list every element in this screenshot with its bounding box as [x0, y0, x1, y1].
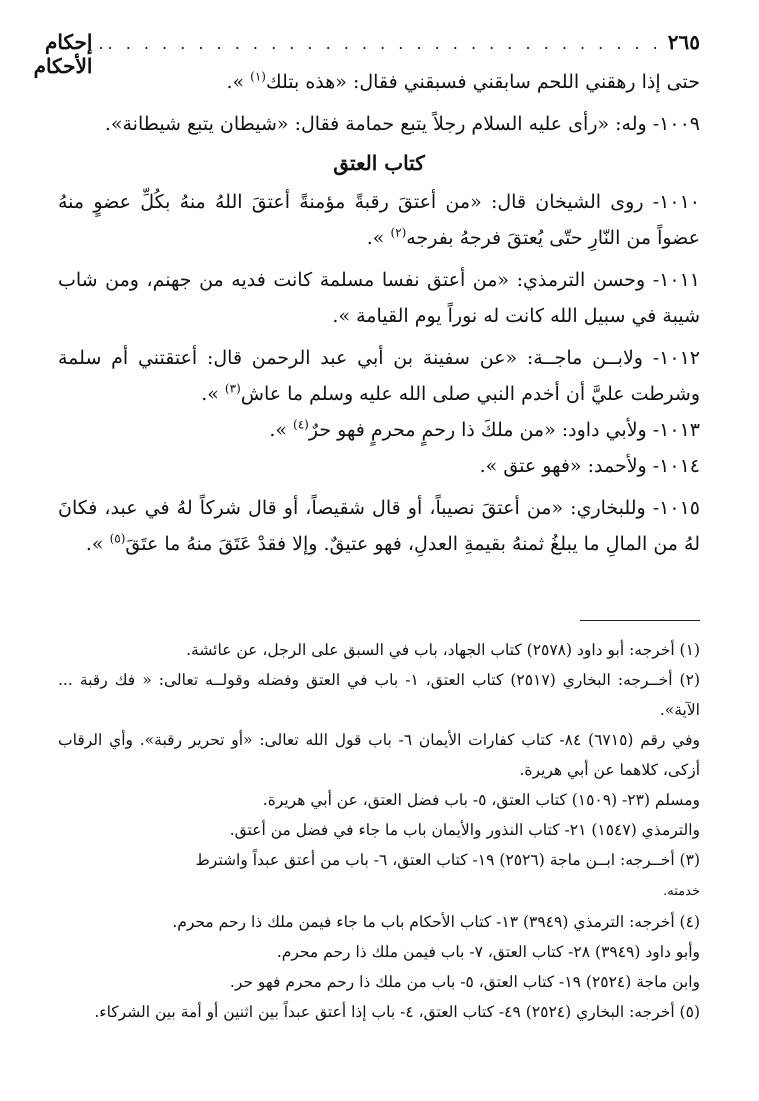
hadith-1014: ١٠١٤- ولأحمد: «فهو عتق ». — [479, 455, 700, 477]
running-header — [33, 30, 700, 78]
footnote-divider — [580, 620, 700, 621]
footnote-4-cont-a: وأبو داود (٣٩٤٩) ٢٨- كتاب العتق، ٧- باب فيمن ملك ذا رحم محرم. — [276, 943, 700, 961]
hadith-1010: ١٠١٠- روى الشيخان قال: «من أعتقَ رقبةً مؤمنةً أعتقَ اللهُ منهُ بكُلِّ عضوٍ منهُ عضواً من النّارِ حتّى يُعتقَ فرجهُ بفرجه$^{(٢)}$ ». — [58, 191, 700, 249]
footnote-2-cont-c: والترمذي (١٥٤٧) ٢١- كتاب النذور والأيمان باب ما جاء في فضل من أعتق. — [229, 821, 700, 839]
hadith-1009: ١٠٠٩- وله: «رأى عليه السلام رجلاً يتبع حمامة فقال: «شيطان يتبع شيطانة». — [104, 113, 700, 135]
section-title: كتاب العتق — [333, 151, 425, 175]
footnote-3: (٣) أخــرجه: ابــن ماجة (٢٥٢٦) ١٩- كتاب العتق، ٦- باب من أعتق عبداً واشترط خدمته. — [195, 851, 700, 899]
footnote-2-cont-a: وفي رقم (٦٧١٥) ٨٤- كتاب كفارات الأيمان ٦- باب قول الله تعالى: «أو تحرير رقبة». وأي الرقاب أزكى، كلاهما عن أبي هريرة. — [58, 731, 700, 779]
page-number: ٢٦٥ — [667, 30, 700, 54]
footnote-2: (٢) أخــرجه: البخاري (٢٥١٧) كتاب العتق، ١- باب في العتق وفضله وقولــه تعالى: « فك رقبة ... الآية». — [58, 671, 700, 719]
hadith-1015: ١٠١٥- وللبخاري: «من أعتقَ نصيباً، أو قال شقيصاً، أو قال شركاً لهُ في عبد، فكانَ لهُ من المالِ ما يبلغُ ثمنهُ بقيمةِ العدلِ، فهو عتيقٌ. وإلا فقدْ عَتَقَ منهُ ما عتَقَ$^{(٥)}$ ». — [58, 497, 700, 555]
footnote-5: (٥) أخرجه: البخاري (٢٥٢٤) ٤٩- كتاب العتق، ٤- باب إذا أعتق عبداً بين اثنين أو أمة بين الشركاء. — [94, 1003, 700, 1021]
header-dots: . . . . . . . . . . . . . . . . . . . . . . . . . . . . . . .. — [98, 34, 662, 53]
book-page — [33, 30, 700, 1027]
footnote-ref-3: (٣) — [224, 381, 241, 396]
footnote-4: (٤) أخرجه: الترمذي (٣٩٤٩) ١٣- كتاب الأحكام باب ما جاء فيمن ملك ذا رحم محرم. — [172, 913, 700, 931]
hadith-1013: ١٠١٣- ولأبي داود: «من ملكَ ذا رحمٍ محرمٍ فهو حرٌ$^{(٤)}$ ». — [269, 417, 700, 441]
footnote-ref-4: (٤) — [293, 417, 309, 432]
footnote-1: (١) أخرجه: أبو داود (٢٥٧٨) كتاب الجهاد، باب في السبق على الرجل، عن عائشة. — [186, 641, 700, 659]
footnote-2-cont-b: ومسلم (٢٣- (١٥٠٩) كتاب العتق، ٥- باب فضل العتق، عن أبي هريرة. — [262, 791, 700, 809]
chapter-title: إحكام الأحكام — [33, 30, 93, 78]
hadith-1012: ١٠١٢- ولابــن ماجــة: «عن سفينة بن أبي عبد الرحمن قال: أعتقتني أم سلمة وشرطت عليَّ أن أخدم النبي صلى الله عليه وسلم ما عاش$^{(٣)}$ ». — [58, 347, 700, 405]
footnote-4-cont-b: وابن ماجة (٢٥٢٤) ١٩- كتاب العتق، ٥- باب من ملك ذا رحم محرم فهو حر. — [229, 973, 700, 991]
footnote-ref-1: (١) — [250, 69, 266, 84]
hadith-1011: ١٠١١- وحسن الترمذي: «من أعتق نفسا مسلمة كانت فديه من جهنم، ومن شاب شيبة في سبيل الله كانت له نوراً يوم القيامة ». — [58, 269, 700, 327]
footnote-ref-2: (٢) — [390, 225, 407, 240]
paragraph-continuation: حتى إذا رهقني اللحم سابقني فسبقني فقال: «هذه بتلك$^{(١)}$ ». — [226, 69, 700, 93]
footnote-ref-5: (٥) — [109, 531, 126, 546]
